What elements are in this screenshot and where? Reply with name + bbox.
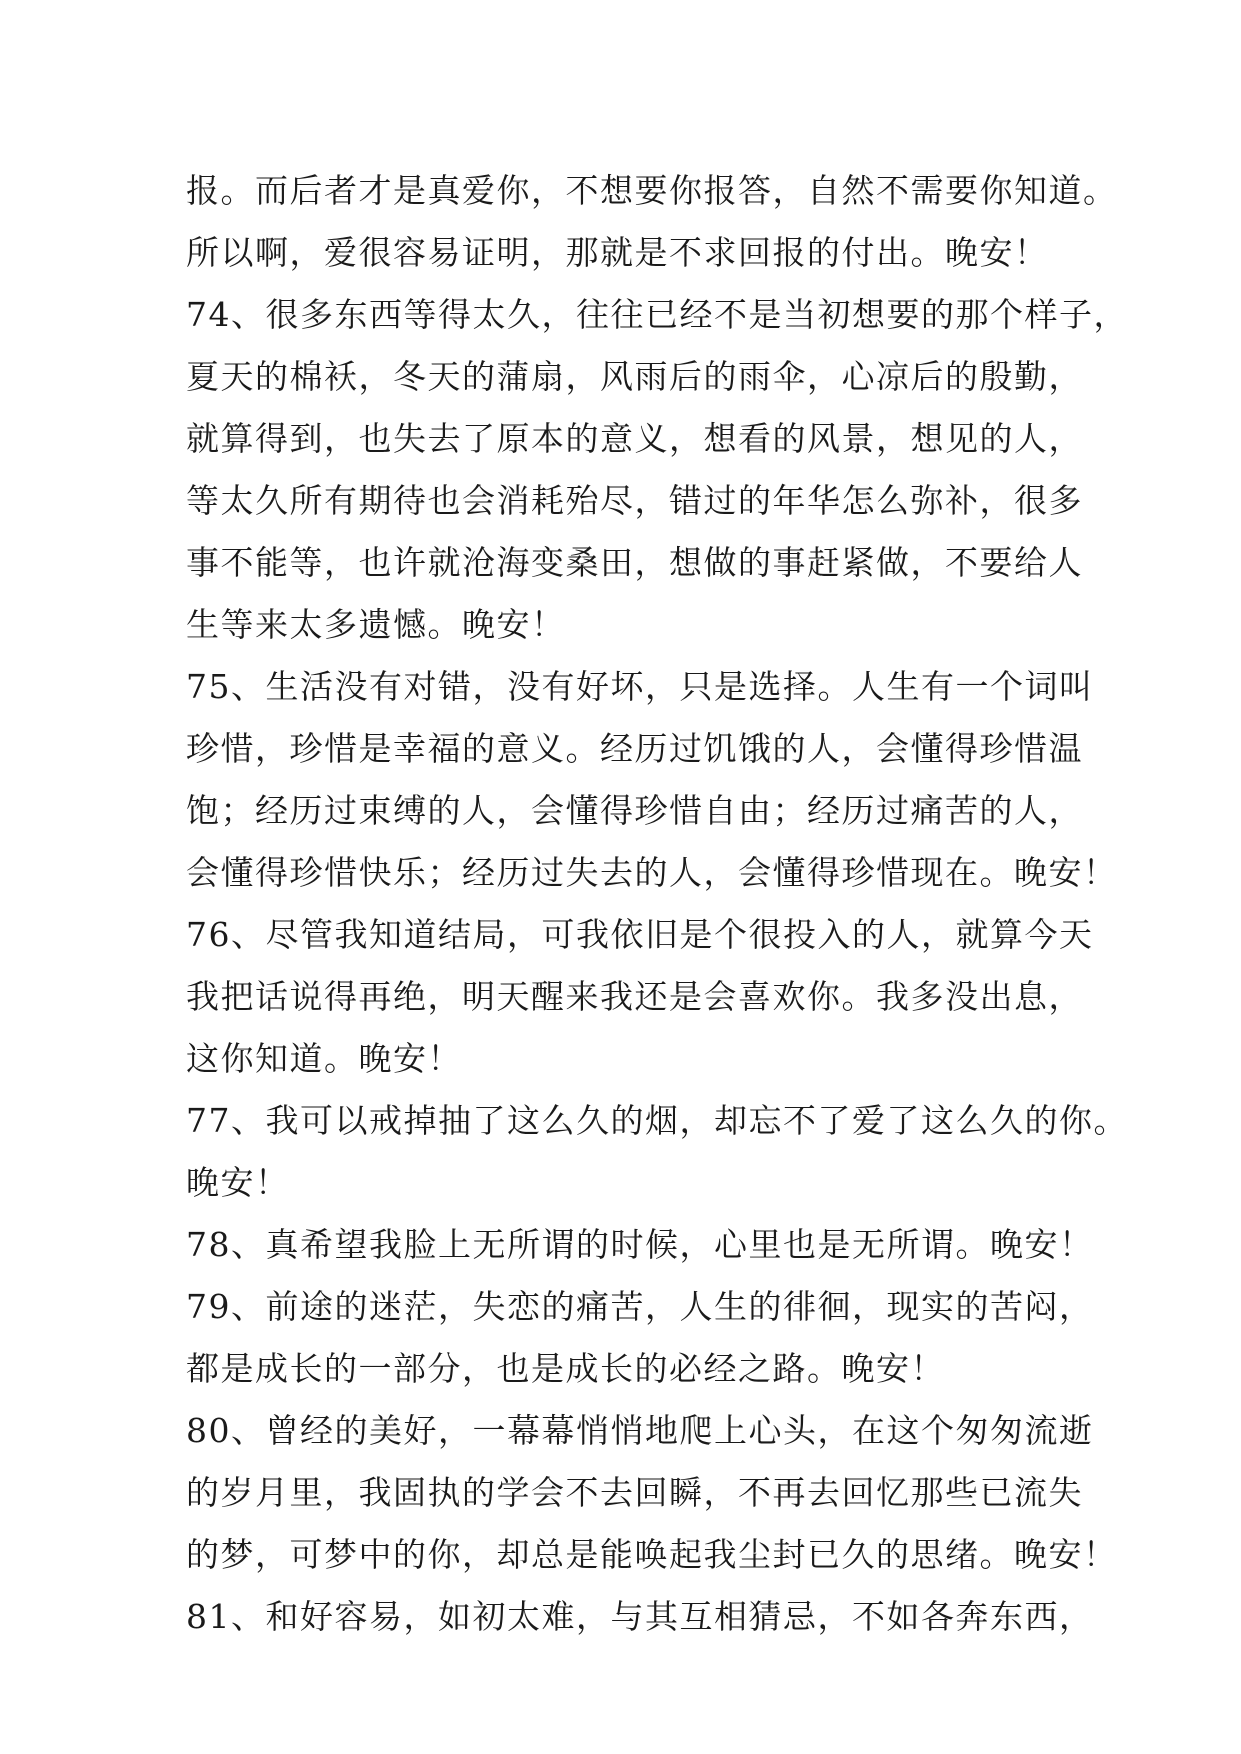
text-line: 晚安！: [186, 1163, 290, 1202]
text-line: 78、真希望我脸上无所谓的时候，心里也是无所谓。晚安！: [186, 1225, 1094, 1264]
text-line: 会懂得珍惜快乐；经历过失去的人，会懂得珍惜现在。晚安！: [186, 853, 1118, 892]
text-line: 都是成长的一部分，也是成长的必经之路。晚安！: [186, 1349, 945, 1388]
text-line: 我把话说得再绝，明天醒来我还是会喜欢你。我多没出息，: [186, 977, 1083, 1016]
text-line: 夏天的棉袄，冬天的蒲扇，风雨后的雨伞，心凉后的殷勤，: [186, 357, 1083, 396]
text-line: 的岁月里，我固执的学会不去回瞬，不再去回忆那些已流失: [186, 1473, 1083, 1512]
text-line: 这你知道。晚安！: [186, 1039, 462, 1078]
text-line: 75、生活没有对错，没有好坏，只是选择。人生有一个词叫: [186, 667, 1094, 706]
text-line: 所以啊，爱很容易证明，那就是不求回报的付出。晚安！: [186, 233, 1049, 272]
text-line: 生等来太多遗憾。晚安！: [186, 605, 566, 644]
text-line: 81、和好容易，如初太难，与其互相猜忌，不如各奔东西，: [186, 1597, 1094, 1636]
text-line: 饱；经历过束缚的人，会懂得珍惜自由；经历过痛苦的人，: [186, 791, 1083, 830]
text-line: 事不能等，也许就沧海变桑田，想做的事赶紧做，不要给人: [186, 543, 1083, 582]
text-line: 等太久所有期待也会消耗殆尽，错过的年华怎么弥补，很多: [186, 481, 1083, 520]
text-line: 就算得到，也失去了原本的意义，想看的风景，想见的人，: [186, 419, 1083, 458]
document-body: [186, 160, 1128, 1648]
text-line: 76、尽管我知道结局，可我依旧是个很投入的人，就算今天: [186, 915, 1094, 954]
text-line: 报。而后者才是真爱你，不想要你报答，自然不需要你知道。: [186, 171, 1118, 210]
text-line: 79、前途的迷茫，失恋的痛苦，人生的徘徊，现实的苦闷，: [186, 1287, 1094, 1326]
text-line: 77、我可以戒掉抽了这么久的烟，却忘不了爱了这么久的你。: [186, 1101, 1128, 1140]
text-line: 74、很多东西等得太久，往往已经不是当初想要的那个样子，: [186, 295, 1128, 334]
text-line: 珍惜，珍惜是幸福的意义。经历过饥饿的人，会懂得珍惜温: [186, 729, 1083, 768]
text-line: 80、曾经的美好，一幕幕悄悄地爬上心头，在这个匆匆流逝: [186, 1411, 1094, 1450]
text-line: 的梦，可梦中的你，却总是能唤起我尘封已久的思绪。晚安！: [186, 1535, 1118, 1574]
